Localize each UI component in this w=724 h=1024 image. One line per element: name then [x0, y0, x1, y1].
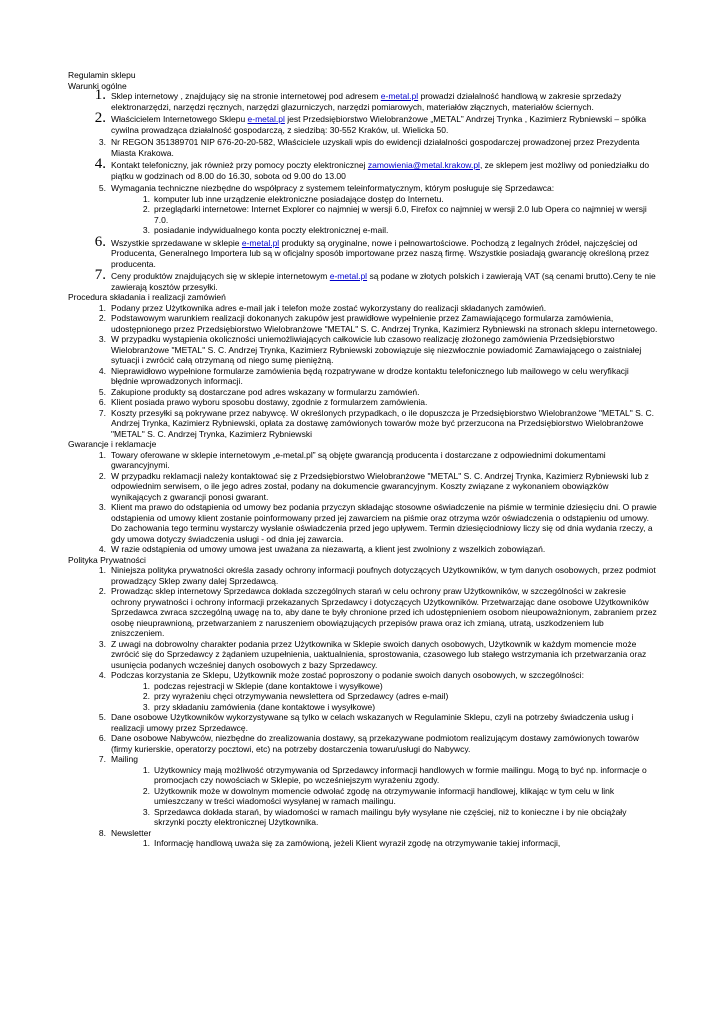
list-item-text: [111, 366, 629, 387]
list-number: 7.: [98, 754, 106, 764]
text-run: Dane osobowe Użytkowników wykorzystywane są tylko w celach wskazanych w Regulaminie Sklepu, czyli na potrzeby świadczenia usług i realizacji umowy przez Sprzedawcę.: [111, 712, 634, 733]
text-run: W razie odstąpienia od umowy umowa jest uważana za niezawartą, a klient jest zwolniony z wszelkich zobowiązań.: [111, 544, 546, 554]
list-item-text: [111, 502, 657, 544]
sub-list: [111, 681, 658, 713]
text-run: Zakupione produkty są dostarczane pod adres wskazany w formularzu zamówień.: [111, 386, 420, 397]
list-item-text: [111, 408, 654, 439]
list-item-text: [111, 114, 646, 135]
text-run: , ze sklepem jest możliwy od poniedziałku do piątku w godzinach od 8.00 do 16.30, sobota od 9.00 do 13.00: [111, 160, 650, 181]
text-run: Podany przez Użytkownika adres e-mail jak i telefon może zostać wykorzystany do realizacji składanych zamówień.: [111, 302, 547, 313]
list-number: 2.: [98, 586, 106, 596]
list-item: [68, 450, 658, 471]
list-number: 3.: [142, 225, 150, 235]
list-number: 7.: [94, 267, 106, 283]
sub-list: [111, 765, 658, 828]
list-item: [68, 408, 658, 440]
list-item: [68, 110, 658, 135]
sub-list-item-text: przeglądarki internetowe: Internet Explorer co najmniej w wersji 6.0, Firefox co najmniej w wersji 2.0 lub Opera co najmniej w wersji 7.0.: [154, 204, 647, 225]
sub-list-item: [68, 681, 658, 692]
section-heading: Warunki ogólne: [68, 80, 127, 91]
list-item: [68, 670, 658, 712]
list-number: 1.: [98, 449, 106, 460]
list-item-text: [111, 303, 546, 313]
sub-list-item: [68, 194, 658, 205]
list-number: 2.: [142, 785, 150, 796]
sub-list-item: [68, 786, 658, 807]
text-run: produkty są oryginalne, nowe i pełnowartościowe. Pochodzą z legalnych źródeł, najczęściej od Producenta, Generalnego Importera lub są w oficjalny sposób importowane przez naszą firmę. Wszystkie posiadają gwarancję określoną przez producenta.: [111, 237, 650, 269]
list-number: 2.: [142, 204, 150, 214]
list-number: 5.: [98, 712, 106, 722]
sub-list-item-text: Użytkownik może w dowolnym momencie odwołać zgodę na otrzymywanie informacji handlowej, klikając w tym celu w link umieszczany w treści wiadomości wysyłanej w ramach mailingu.: [154, 785, 615, 806]
text-run: Newsletter: [111, 827, 152, 838]
list-item: [68, 828, 658, 849]
text-run: Klient ma prawo do odstąpienia od umowy bez podania przyczyn składając stosowne oświadczenie na piśmie w terminie dziesięciu dni. O prawie odstąpienia od umowy klient zostanie poinformowany przed jej zawarciem na piśmie oraz otrzyma wzór oświadczenia o odstąpieniu od umowy. Do zachowania tego terminu wystarczy wysłanie oświadczenia przed jego upływem. Termin dziesięciodniowy liczy się od dnia wydania rzeczy, a gdy umowa dotyczy świadczenia usługi - od dnia jej zawarcia.: [111, 502, 657, 544]
list-item-text: [111, 544, 545, 554]
list-item: [68, 156, 658, 181]
list-number: 7.: [98, 407, 106, 418]
list-number: 2.: [98, 470, 106, 481]
list-item-text: [111, 137, 640, 158]
text-run: Niniejsza polityka prywatności określa zasady ochrony informacji poufnych dotyczących Użytkowników, w tym danych osobowych, przez podmiot prowadzący Sklep zwany dalej Sprzedawcą.: [111, 565, 656, 586]
sub-list-item-text: Informację handlową uważa się za zamówioną, jeżeli Klient wyraził zgodę na otrzymywanie takiej informacji,: [154, 838, 561, 848]
text-run: Mailing: [111, 754, 138, 764]
document-page: [68, 70, 658, 849]
list-item: [68, 313, 658, 334]
list-item: [68, 87, 658, 112]
list-number: 5.: [98, 183, 106, 193]
list-number: 1.: [98, 302, 106, 313]
list-item: [68, 267, 658, 292]
numbered-list: [68, 565, 658, 849]
sub-list-item: [68, 691, 658, 702]
text-run: jest Przedsiębiorstwo Wielobranżowe „METAL” Andrzej Trynka , Kazimierz Rybniewski – spółka cywilna prowadząca działalność gospodarczą, z siedzibą: 30-552 Kraków, ul. Wielicka 50.: [111, 114, 647, 135]
list-item: [68, 733, 658, 754]
list-number: 4.: [98, 365, 106, 376]
list-item: [68, 586, 658, 639]
list-item-text: [111, 387, 420, 397]
sub-list-item-text: przy składaniu zamówienia (dane kontaktowe i wysyłkowe): [154, 701, 376, 712]
list-item: [68, 334, 658, 366]
list-item-text: [111, 450, 606, 471]
document-sections: [68, 81, 658, 849]
document-title: Regulamin sklepu: [68, 70, 136, 80]
sub-list-item: [68, 765, 658, 786]
list-number: 3.: [98, 502, 106, 512]
text-run: Sklep internetowy , znajdujący się na stronie internetowej pod adresem: [111, 91, 381, 101]
sub-list: [111, 838, 658, 849]
sub-list-item-text: podczas rejestracji w Sklepie (dane kontaktowe i wysyłkowe): [154, 680, 383, 691]
list-number: 2.: [94, 110, 106, 126]
text-run: Wszystkie sprzedawane w sklepie: [111, 237, 242, 248]
list-item: [68, 137, 658, 158]
list-number: 3.: [98, 137, 106, 147]
text-run: Podczas korzystania ze Sklepu, Użytkownik może zostać poproszony o podanie swoich danych osobowych, w szczególności:: [111, 670, 584, 680]
list-item: [68, 366, 658, 387]
list-number: 8.: [98, 827, 106, 838]
list-item-text: [111, 639, 646, 670]
email-link[interactable]: zamowienia@metal.krakow.pl: [367, 160, 480, 170]
list-number: 3.: [142, 806, 150, 817]
text-run: Kontakt telefoniczny, jak również przy pomocy poczty elektronicznej: [111, 160, 368, 170]
section-heading: Gwarancje i reklamacje: [68, 439, 157, 449]
list-number: 1.: [98, 565, 106, 575]
list-item-text: [111, 828, 151, 838]
list-item: [68, 397, 658, 408]
text-run: Podstawowym warunkiem realizacji dokonanych zakupów jest prawidłowe wypełnienie przez Zamawiającego formularza zamówienia, udostępnionego przez Przedsiębiorstwo Wielobranżowe "METAL" S. C. Andrzej Trynka, Kazimierz Rybniewski na stronach sklepu internetowego.: [111, 313, 658, 334]
list-number: 4.: [98, 670, 106, 680]
text-run: Towary oferowane w sklepie internetowym „e-metal.pl” są objęte gwarancją producenta i dostarczane z odpowiednimi dokumentami gwarancyjnymi.: [111, 449, 606, 470]
list-item-text: [111, 313, 657, 334]
list-item: [68, 471, 658, 503]
list-item-text: [111, 183, 554, 193]
text-run: Klient posiada prawo wyboru sposobu dostawy, zgodnie z formularzem zamówienia.: [111, 397, 428, 407]
list-number: 5.: [98, 386, 106, 397]
list-number: 1.: [142, 193, 150, 204]
sub-list-item-text: przy wyrażeniu chęci otrzymywania newslettera od Sprzedawcy (adres e-mail): [154, 691, 449, 701]
list-number: 2.: [98, 313, 106, 323]
sub-list-item-text: Sprzedawca dokłada starań, by wiadomości w ramach mailingu były wysyłane nie częściej, niż to konieczne i by nie obciążały skrzynki poczty elektronicznej Użytkownika.: [154, 806, 627, 827]
text-run: Prowadząc sklep internetowy Sprzedawca dokłada szczególnych starań w celu ochrony praw Użytkowników, w szczególności w zakresie ochrony prywatności i ochrony informacji przekazanych Sprzedawcy i dotyczących Użytkowników. Przetwarzając dane osobowe Użytkowników Sprzedawca zwraca szczególną uwagę na to, aby dane te były chronione przed ich udostępnieniem osobom nieupoważnionym, zabraniem przez osobę nieuprawnioną, przetwarzaniem z naruszeniem obowiązujących przepisów prawa oraz ich zmianą, utratą, uszkodzeniem lub zniszczeniem.: [111, 586, 657, 638]
list-number: 3.: [98, 638, 106, 649]
text-run: Koszty przesyłki są pokrywane przez nabywcę. W określonych przypadkach, o ile dopuszcza je Przedsiębiorstwo Wielobranżowe "METAL" S. C. Andrzej Trynka, Kazimierz Rybniewski, opłata za dostawę zamówionych towarów może być przerzucona na Przedsiębiorstwo Wielobranżowe "METAL" S. C. Andrzej Trynka, Kazimierz Rybniewski: [111, 407, 655, 439]
numbered-list: [68, 450, 658, 555]
site-link[interactable]: e-metal.pl: [247, 114, 285, 124]
list-item-text: [111, 160, 649, 181]
section-heading: Procedura składania i realizacji zamówień: [68, 292, 226, 302]
site-link[interactable]: e-metal.pl: [329, 271, 368, 281]
list-item-text: [111, 586, 657, 638]
list-number: 6.: [94, 233, 106, 250]
text-run: są podane w złotych polskich i zawierają VAT (są cenami brutto).Ceny te nie zawierają kosztów przesyłki.: [111, 271, 656, 292]
list-number: 1.: [142, 764, 150, 775]
site-link[interactable]: e-metal.pl: [380, 91, 419, 101]
list-number: 4.: [98, 544, 106, 554]
list-number: 1.: [94, 87, 106, 103]
list-item: [68, 233, 658, 270]
list-item: [68, 303, 658, 314]
list-item-text: [111, 397, 427, 407]
list-item-text: [111, 754, 138, 764]
text-run: W przypadku reklamacji należy kontaktować się z Przedsiębiorstwo Wielobranżowe "METAL" S. C. Andrzej Trynka, Kazimierz Rybniewski lub z odpowiednim serwisem, o ile jego adres został, podany na dokumencie gwarancyjnym. Koszty związane z wykonaniem obowiązków wynikających z gwarancji ponosi gwarant.: [111, 470, 649, 502]
list-item-text: [111, 670, 584, 680]
text-run: prowadzi działalność handlową w zakresie sprzedaży elektronarzędzi, narzędzi ręcznych, narzędzi glazurniczych, narzędzi pomiarowych, materiałów złącznych, materiałów ściernych.: [111, 91, 622, 112]
text-run: Wymagania techniczne niezbędne do współpracy z systemem teleinformatycznym, którym posługuje się Sprzedawca:: [111, 183, 555, 193]
list-item: [68, 754, 658, 828]
list-number: 1.: [142, 680, 150, 691]
text-run: Nr REGON 351389701 NIP 676-20-20-582, Właściciele uzyskali wpis do ewidencji działalności gospodarczej prowadzonej przez Prezydenta Miasta Krakowa.: [111, 137, 640, 158]
list-item-text: [111, 733, 639, 754]
text-run: Nieprawidłowo wypełnione formularze zamówienia będą rozpatrywane w drodze kontaktu telefonicznego lub mailowego w celu weryfikacji błędnie wprowadzonych informacji.: [111, 365, 629, 386]
list-item-text: [111, 712, 634, 733]
sub-list-item: [68, 204, 658, 225]
list-item-text: [111, 565, 656, 586]
site-link[interactable]: e-metal.pl: [241, 237, 280, 248]
list-item: [68, 639, 658, 671]
sub-list-item: [68, 838, 658, 849]
text-run: Z uwagi na dobrowolny charakter podania przez Użytkownika w Sklepie swoich danych osobowych, Użytkownik w każdym momencie może zwrócić się do Sprzedawcy z żądaniem uzupełnienia, uaktualnienia, sprostowania, czasowego lub stałego wstrzymania ich przetwarzania oraz usunięcia podanych wcześniej danych osobowych z bazy Sprzedawcy.: [111, 638, 647, 670]
list-item: [68, 544, 658, 555]
list-number: 4.: [94, 156, 106, 172]
numbered-list: [68, 87, 658, 292]
list-number: 2.: [142, 691, 150, 701]
list-item-text: [111, 238, 649, 269]
list-item-text: [111, 334, 641, 365]
text-run: Dane osobowe Nabywców, niezbędne do zrealizowania dostawy, są przekazywane podmiotom realizującym dostawy zamówionych towarów (firmy kurierskie, operatorzy pocztowi, etc) na potrzeby dostarczenia towaru/usługi do Nabywcy.: [111, 733, 640, 754]
list-item: [68, 387, 658, 398]
sub-list-item-text: posiadanie indywidualnego konta poczty elektronicznej e-mail.: [154, 225, 389, 235]
list-item: [68, 183, 658, 236]
list-number: 6.: [98, 733, 106, 743]
list-number: 6.: [98, 397, 106, 407]
sub-list-item: [68, 807, 658, 828]
numbered-list: [68, 303, 658, 440]
list-item: [68, 712, 658, 733]
list-item-text: [111, 271, 656, 292]
list-item-text: [111, 91, 621, 112]
section-heading: Polityka Prywatności: [68, 554, 146, 565]
text-run: Właścicielem Internetowego Sklepu: [111, 114, 248, 124]
list-item: [68, 565, 658, 586]
text-run: W przypadku wystąpienia okoliczności uniemożliwiających całkowicie lub czasowo realizację złożonego zamówienia Przedsiębiorstwo Wielobranżowe "METAL" S. C. Andrzej Trynka, Kazimierz Rybniewski zobowiązuje się niezwłocznie powiadomić Zamawiającego o zaistniałej sytuacji i zwrócić całą otrzymaną od niego sumę pieniężną.: [111, 334, 642, 365]
list-item-text: [111, 471, 649, 502]
list-number: 1.: [142, 838, 150, 848]
sub-list-item-text: Użytkownicy mają możliwość otrzymywania od Sprzedawcy informacji handlowych w formie mailingu. Mogą to być np. informacje o promocjach czy nowościach w Sklepie, po wcześniejszym wyrażeniu zgody.: [154, 764, 647, 785]
text-run: Ceny produktów znajdujących się w sklepie internetowym: [111, 271, 330, 281]
list-item: [68, 502, 658, 544]
sub-list-item: [68, 225, 658, 236]
sub-list-item-text: komputer lub inne urządzenie elektroniczne posiadające dostęp do Internetu.: [154, 193, 444, 204]
list-number: 3.: [98, 334, 106, 344]
sub-list-item: [68, 702, 658, 713]
sub-list: [111, 194, 658, 236]
list-number: 3.: [142, 701, 150, 712]
